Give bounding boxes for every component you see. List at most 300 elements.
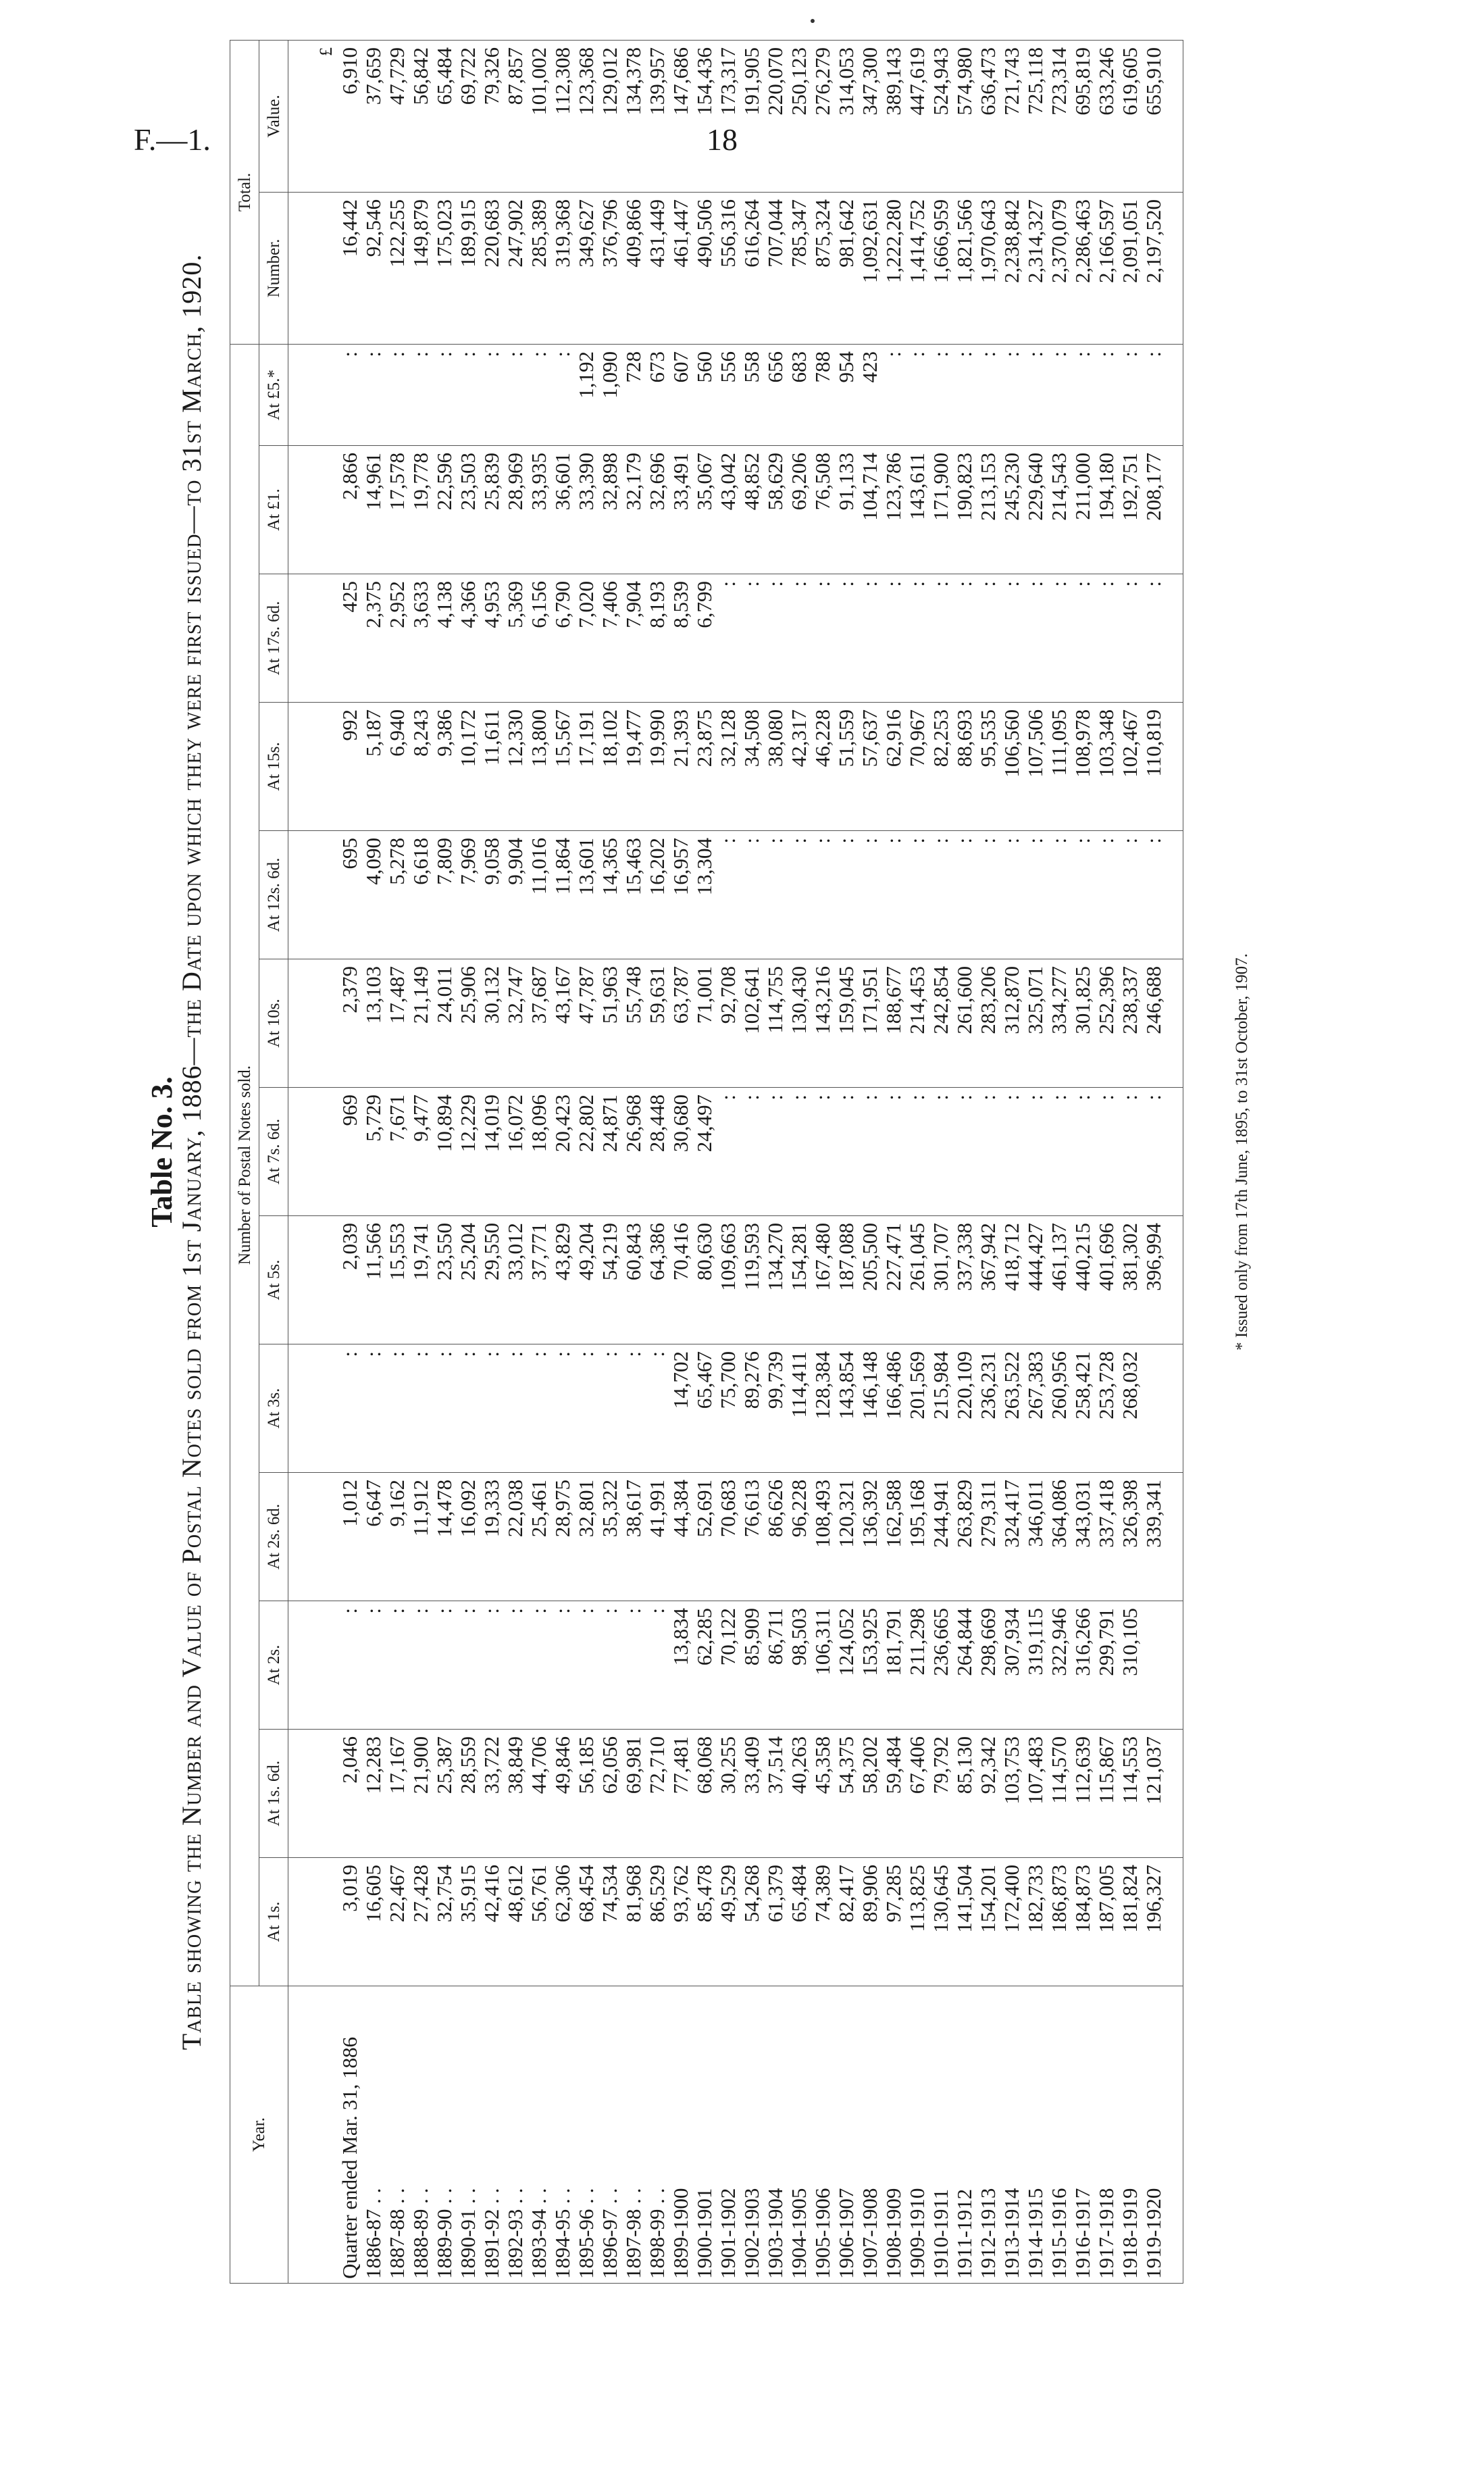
table-cell: 120,321 xyxy=(834,1473,858,1601)
table-cell: 35,067 xyxy=(692,446,716,574)
table-cell xyxy=(288,193,338,345)
table-cell: : xyxy=(432,1344,456,1473)
table-cell: 33,491 xyxy=(669,446,692,574)
table-cell: : xyxy=(1142,345,1183,446)
column-header: Value. xyxy=(259,41,288,193)
table-cell: 23,875 xyxy=(692,703,716,831)
table-cell: 2,039 xyxy=(338,1216,361,1344)
table-cell: : xyxy=(787,574,811,703)
table-cell: : xyxy=(881,574,905,703)
table-cell: 8,243 xyxy=(409,703,432,831)
table-cell: 214,543 xyxy=(1047,446,1071,574)
table-cell: 6,647 xyxy=(361,1473,385,1601)
table-cell: : xyxy=(1118,345,1142,446)
table-cell: 37,659 xyxy=(361,41,385,193)
table-cell: 229,640 xyxy=(1023,446,1047,574)
table-cell: 1,192 xyxy=(574,345,598,446)
table-cell: 4,090 xyxy=(361,831,385,959)
table-cell: 261,045 xyxy=(905,1216,929,1344)
table-cell: 16,442 xyxy=(338,193,361,345)
table-cell: 62,916 xyxy=(881,703,905,831)
table-cell: 14,478 xyxy=(432,1473,456,1601)
table-cell: 236,665 xyxy=(929,1601,952,1730)
table-cell: 267,383 xyxy=(1023,1344,1047,1473)
table-cell: 56,185 xyxy=(574,1730,598,1858)
table-cell: 213,153 xyxy=(976,446,1000,574)
year-cell: 1891-92 . . xyxy=(480,1986,503,2284)
table-cell: 184,873 xyxy=(1071,1858,1094,1986)
table-cell: 954 xyxy=(834,345,858,446)
table-cell: 40,263 xyxy=(787,1730,811,1858)
table-cell: : xyxy=(1047,831,1071,959)
table-cell: 44,384 xyxy=(669,1473,692,1601)
column-header: At 5s. xyxy=(259,1216,288,1344)
table-cell: 12,283 xyxy=(361,1730,385,1858)
table-cell: 32,696 xyxy=(645,446,669,574)
table-cell: 444,427 xyxy=(1023,1216,1047,1344)
table-cell: 9,477 xyxy=(409,1088,432,1216)
year-cell: 1888-89 . . xyxy=(409,1986,432,2284)
table-cell: 192,751 xyxy=(1118,446,1142,574)
table-cell: : xyxy=(527,1601,551,1730)
table-cell: 13,800 xyxy=(527,703,551,831)
table-cell: 8,193 xyxy=(645,574,669,703)
table-cell: 47,787 xyxy=(574,959,598,1088)
table-cell: : xyxy=(1023,831,1047,959)
table-cell: 134,270 xyxy=(763,1216,787,1344)
table-cell: : xyxy=(1142,831,1183,959)
table-cell: 13,304 xyxy=(692,831,716,959)
table-cell: 14,019 xyxy=(480,1088,503,1216)
table-cell: 25,204 xyxy=(456,1216,480,1344)
table-cell: 33,012 xyxy=(503,1216,527,1344)
table-cell: 21,149 xyxy=(409,959,432,1088)
year-cell: 1906-1907 xyxy=(834,1986,858,2284)
table-cell: 721,743 xyxy=(1000,41,1023,193)
table-cell: 2,166,597 xyxy=(1094,193,1118,345)
year-cell: 1912-1913 xyxy=(976,1986,1000,2284)
table-cell: 28,559 xyxy=(456,1730,480,1858)
table-cell: 264,844 xyxy=(952,1601,976,1730)
table-cell xyxy=(288,574,338,703)
table-cell: : xyxy=(503,1344,527,1473)
table-cell: 656 xyxy=(763,345,787,446)
table-cell: 17,167 xyxy=(385,1730,409,1858)
table-cell: 149,879 xyxy=(409,193,432,345)
table-cell: 159,045 xyxy=(834,959,858,1088)
table-cell: 32,801 xyxy=(574,1473,598,1601)
table-cell: 62,306 xyxy=(551,1858,574,1986)
table-cell: : xyxy=(858,831,881,959)
table-cell: 104,714 xyxy=(858,446,881,574)
table-cell: : xyxy=(811,831,834,959)
table-cell: : xyxy=(976,831,1000,959)
table-cell: 11,864 xyxy=(551,831,574,959)
table-cell: 33,722 xyxy=(480,1730,503,1858)
table-cell: 389,143 xyxy=(881,41,905,193)
table-cell: 121,037 xyxy=(1142,1730,1183,1858)
column-header: At 1s. 6d. xyxy=(259,1730,288,1858)
year-cell: 1904-1905 xyxy=(787,1986,811,2284)
year-cell: 1887-88 . . xyxy=(385,1986,409,2284)
table-cell: 633,246 xyxy=(1094,41,1118,193)
table-cell: 181,791 xyxy=(881,1601,905,1730)
table-cell: 2,046 xyxy=(338,1730,361,1858)
table-cell: 92,342 xyxy=(976,1730,1000,1858)
table-cell: : xyxy=(456,1344,480,1473)
table-cell: 17,487 xyxy=(385,959,409,1088)
table-row xyxy=(834,41,858,2284)
table-cell: 72,710 xyxy=(645,1730,669,1858)
table-cell: 92,708 xyxy=(716,959,740,1088)
table-row xyxy=(1142,41,1183,2284)
table-cell: : xyxy=(1047,345,1071,446)
table-row xyxy=(692,41,716,2284)
year-cell: 1892-93 . . xyxy=(503,1986,527,2284)
table-cell: 247,902 xyxy=(503,193,527,345)
table-cell: 211,000 xyxy=(1071,446,1094,574)
table-cell: : xyxy=(1000,1088,1023,1216)
table-cell: : xyxy=(1118,1088,1142,1216)
year-cell: 1894-95 . . xyxy=(551,1986,574,2284)
table-cell: 54,219 xyxy=(598,1216,621,1344)
table-cell: 7,969 xyxy=(456,831,480,959)
table-cell: 7,020 xyxy=(574,574,598,703)
year-cell: 1901-1902 xyxy=(716,1986,740,2284)
table-cell: 19,333 xyxy=(480,1473,503,1601)
table-cell: : xyxy=(834,574,858,703)
table-cell: : xyxy=(881,345,905,446)
table-cell: 175,023 xyxy=(432,193,456,345)
table-cell: 106,311 xyxy=(811,1601,834,1730)
table-cell: 25,387 xyxy=(432,1730,456,1858)
table-cell: 58,629 xyxy=(763,446,787,574)
table-cell: 147,686 xyxy=(669,41,692,193)
table-cell: : xyxy=(527,1344,551,1473)
table-cell: 310,105 xyxy=(1118,1601,1142,1730)
table-cell: : xyxy=(740,574,763,703)
table-cell: 190,823 xyxy=(952,446,976,574)
table-cell: 143,216 xyxy=(811,959,834,1088)
table-cell: 123,786 xyxy=(881,446,905,574)
table-cell xyxy=(288,1986,338,2284)
table-cell: 2,286,463 xyxy=(1071,193,1094,345)
table-cell: 24,497 xyxy=(692,1088,716,1216)
table-cell: 785,347 xyxy=(787,193,811,345)
table-cell: 236,231 xyxy=(976,1344,1000,1473)
table-cell: 196,327 xyxy=(1142,1858,1183,1986)
column-header-row xyxy=(259,41,288,2284)
table-cell: 6,940 xyxy=(385,703,409,831)
table-cell: 35,915 xyxy=(456,1858,480,1986)
table-cell: 16,202 xyxy=(645,831,669,959)
table-cell: : xyxy=(432,1601,456,1730)
table-cell: 2,197,520 xyxy=(1142,193,1183,345)
table-row xyxy=(480,41,503,2284)
table-cell: 46,228 xyxy=(811,703,834,831)
table-cell: 128,384 xyxy=(811,1344,834,1473)
table-row xyxy=(1047,41,1071,2284)
table-cell: 969 xyxy=(338,1088,361,1216)
table-cell xyxy=(288,959,338,1088)
table-cell: 723,314 xyxy=(1047,41,1071,193)
table-cell: 69,722 xyxy=(456,41,480,193)
table-cell: 43,829 xyxy=(551,1216,574,1344)
table-cell: 556,316 xyxy=(716,193,740,345)
table-cell: 2,370,079 xyxy=(1047,193,1071,345)
table-cell: 283,206 xyxy=(976,959,1000,1088)
column-header: At 17s. 6d. xyxy=(259,574,288,703)
table-cell: 14,702 xyxy=(669,1344,692,1473)
year-cell: 1898-99 . . xyxy=(645,1986,669,2284)
table-cell: : xyxy=(361,345,385,446)
table-cell: : xyxy=(409,1344,432,1473)
table-row xyxy=(503,41,527,2284)
table-cell: 8,539 xyxy=(669,574,692,703)
table-cell: 238,337 xyxy=(1118,959,1142,1088)
table-cell: 431,449 xyxy=(645,193,669,345)
table-cell: 194,180 xyxy=(1094,446,1118,574)
table-cell: : xyxy=(1071,1088,1094,1216)
column-header: At 2s. xyxy=(259,1601,288,1730)
column-header: At £5.* xyxy=(259,345,288,446)
table-cell: 114,553 xyxy=(1118,1730,1142,1858)
table-cell: : xyxy=(338,1601,361,1730)
table-cell: : xyxy=(716,574,740,703)
table-cell: 992 xyxy=(338,703,361,831)
table-cell: 129,012 xyxy=(598,41,621,193)
table-cell: : xyxy=(1094,1088,1118,1216)
table-cell: 258,421 xyxy=(1071,1344,1094,1473)
table-cell: 337,418 xyxy=(1094,1473,1118,1601)
table-cell: 5,729 xyxy=(361,1088,385,1216)
table-cell: 52,691 xyxy=(692,1473,716,1601)
table-cell: : xyxy=(1071,574,1094,703)
table-cell: 139,957 xyxy=(645,41,669,193)
table-cell: : xyxy=(1071,831,1094,959)
table-cell: 119,593 xyxy=(740,1216,763,1344)
table-cell: 788 xyxy=(811,345,834,446)
table-cell: 324,417 xyxy=(1000,1473,1023,1601)
table-cell: : xyxy=(598,1344,621,1473)
table-row xyxy=(574,41,598,2284)
table-cell: 25,906 xyxy=(456,959,480,1088)
table-cell: 245,230 xyxy=(1000,446,1023,574)
table-cell: 166,486 xyxy=(881,1344,905,1473)
table-cell: : xyxy=(551,1601,574,1730)
table-cell: 7,406 xyxy=(598,574,621,703)
table-cell: 82,417 xyxy=(834,1858,858,1986)
table-row xyxy=(409,41,432,2284)
table-cell: 16,605 xyxy=(361,1858,385,1986)
footnote: * Issued only from 17th June, 1895, to 31st October, 1907. xyxy=(1233,953,1251,1351)
table-cell: 28,448 xyxy=(645,1088,669,1216)
table-cell: 725,118 xyxy=(1023,41,1047,193)
table-cell: 154,201 xyxy=(976,1858,1000,1986)
table-cell: 115,867 xyxy=(1094,1730,1118,1858)
table-cell: : xyxy=(1047,1088,1071,1216)
table-cell: 461,447 xyxy=(669,193,692,345)
table-cell: 5,369 xyxy=(503,574,527,703)
table-cell xyxy=(288,1858,338,1986)
table-cell: 97,285 xyxy=(881,1858,905,1986)
table-cell: : xyxy=(952,345,976,446)
year-cell: 1918-1919 xyxy=(1118,1986,1142,2284)
table-cell: : xyxy=(740,831,763,959)
year-cell: 1893-94 . . xyxy=(527,1986,551,2284)
table-cell: 607 xyxy=(669,345,692,446)
table-cell: : xyxy=(338,345,361,446)
table-cell: 16,092 xyxy=(456,1473,480,1601)
table-cell: 76,508 xyxy=(811,446,834,574)
table-cell: : xyxy=(881,831,905,959)
table-cell: 70,683 xyxy=(716,1473,740,1601)
table-cell: : xyxy=(621,1344,645,1473)
table-cell: : xyxy=(480,1601,503,1730)
table-cell: 201,569 xyxy=(905,1344,929,1473)
table-cell: 636,473 xyxy=(976,41,1000,193)
table-cell: 81,968 xyxy=(621,1858,645,1986)
table-cell: : xyxy=(811,1088,834,1216)
table-row xyxy=(456,41,480,2284)
table-cell: 63,787 xyxy=(669,959,692,1088)
table-cell: 279,311 xyxy=(976,1473,1000,1601)
table-cell: 381,302 xyxy=(1118,1216,1142,1344)
table-cell xyxy=(1142,1344,1183,1473)
table-cell: 447,619 xyxy=(905,41,929,193)
table-cell: 103,348 xyxy=(1094,703,1118,831)
table-cell: 108,493 xyxy=(811,1473,834,1601)
table-cell: 556 xyxy=(716,345,740,446)
table-cell: 728 xyxy=(621,345,645,446)
year-cell: 1890-91 . . xyxy=(456,1986,480,2284)
table-cell xyxy=(288,703,338,831)
table-cell: 65,484 xyxy=(787,1858,811,1986)
table-cell: : xyxy=(645,1344,669,1473)
column-header: At 2s. 6d. xyxy=(259,1473,288,1601)
table-cell: : xyxy=(480,1344,503,1473)
table-cell: 4,138 xyxy=(432,574,456,703)
table-cell: 43,167 xyxy=(551,959,574,1088)
table-cell: 189,915 xyxy=(456,193,480,345)
table-row xyxy=(740,41,763,2284)
table-cell: 9,386 xyxy=(432,703,456,831)
table-body xyxy=(288,41,1183,2284)
table-cell: 62,056 xyxy=(598,1730,621,1858)
table-cell: 6,790 xyxy=(551,574,574,703)
table-cell: 114,755 xyxy=(763,959,787,1088)
table-cell: 683 xyxy=(787,345,811,446)
table-cell: 85,909 xyxy=(740,1601,763,1730)
table-row xyxy=(858,41,881,2284)
year-cell: 1895-96 . . xyxy=(574,1986,598,2284)
table-cell: 171,900 xyxy=(929,446,952,574)
table-cell: 96,228 xyxy=(787,1473,811,1601)
table-cell: : xyxy=(1047,574,1071,703)
table-cell xyxy=(288,1601,338,1730)
table-cell: 32,128 xyxy=(716,703,740,831)
table-number: Table No. 3. xyxy=(145,1076,178,1228)
table-cell: 220,070 xyxy=(763,41,787,193)
table-cell: 56,761 xyxy=(527,1858,551,1986)
table-cell: 86,529 xyxy=(645,1858,669,1986)
table-cell: : xyxy=(976,1088,1000,1216)
table-cell: 41,991 xyxy=(645,1473,669,1601)
table-cell: 7,809 xyxy=(432,831,456,959)
table-cell: 3,019 xyxy=(338,1858,361,1986)
table-cell: 49,529 xyxy=(716,1858,740,1986)
table-cell: : xyxy=(480,345,503,446)
column-header: At £1. xyxy=(259,446,288,574)
table-row xyxy=(1118,41,1142,2284)
table-cell: 107,506 xyxy=(1023,703,1047,831)
table-cell: : xyxy=(1094,831,1118,959)
table-cell: : xyxy=(621,1601,645,1730)
table-cell: 695,819 xyxy=(1071,41,1094,193)
page-number: 18 xyxy=(707,122,738,157)
table-cell: : xyxy=(338,1344,361,1473)
table-cell: 1,970,643 xyxy=(976,193,1000,345)
table-cell: : xyxy=(905,831,929,959)
table-cell: : xyxy=(1023,574,1047,703)
year-cell: 1910-1911 xyxy=(929,1986,952,2284)
table-cell: 461,137 xyxy=(1047,1216,1071,1344)
table-cell: 167,480 xyxy=(811,1216,834,1344)
table-cell: : xyxy=(881,1088,905,1216)
table-cell: 48,612 xyxy=(503,1858,527,1986)
table-cell: 673 xyxy=(645,345,669,446)
table-cell: 19,778 xyxy=(409,446,432,574)
table-cell: 47,729 xyxy=(385,41,409,193)
table-cell: : xyxy=(1000,574,1023,703)
table-cell xyxy=(1142,1601,1183,1730)
table-cell: 205,500 xyxy=(858,1216,881,1344)
year-cell: 1909-1910 xyxy=(905,1986,929,2284)
table-cell: 30,255 xyxy=(716,1730,740,1858)
table-row xyxy=(1094,41,1118,2284)
table-cell: 314,053 xyxy=(834,41,858,193)
table-cell: 418,712 xyxy=(1000,1216,1023,1344)
table-cell: 7,904 xyxy=(621,574,645,703)
table-cell: : xyxy=(1118,574,1142,703)
table-cell: : xyxy=(952,1088,976,1216)
table-cell: 98,503 xyxy=(787,1601,811,1730)
table-cell: : xyxy=(1000,831,1023,959)
table-cell xyxy=(288,1088,338,1216)
table-cell: 2,375 xyxy=(361,574,385,703)
table-row xyxy=(976,41,1000,2284)
table-cell: 1,092,631 xyxy=(858,193,881,345)
table-cell: 44,706 xyxy=(527,1730,551,1858)
table-cell: 19,477 xyxy=(621,703,645,831)
year-cell: 1889-90 . . xyxy=(432,1986,456,2284)
table-cell: 65,467 xyxy=(692,1344,716,1473)
table-cell: : xyxy=(1094,574,1118,703)
table-cell: 367,942 xyxy=(976,1216,1000,1344)
table-cell: 92,546 xyxy=(361,193,385,345)
table-cell: 263,829 xyxy=(952,1473,976,1601)
table-cell: 214,453 xyxy=(905,959,929,1088)
table-cell: 11,611 xyxy=(480,703,503,831)
table-cell: 33,390 xyxy=(574,446,598,574)
table-cell: : xyxy=(456,345,480,446)
table-cell: : xyxy=(763,1088,787,1216)
value-unit: £ xyxy=(288,41,338,193)
table-cell: 57,637 xyxy=(858,703,881,831)
table-cell: : xyxy=(716,831,740,959)
table-cell: 1,666,959 xyxy=(929,193,952,345)
table-cell: 707,044 xyxy=(763,193,787,345)
